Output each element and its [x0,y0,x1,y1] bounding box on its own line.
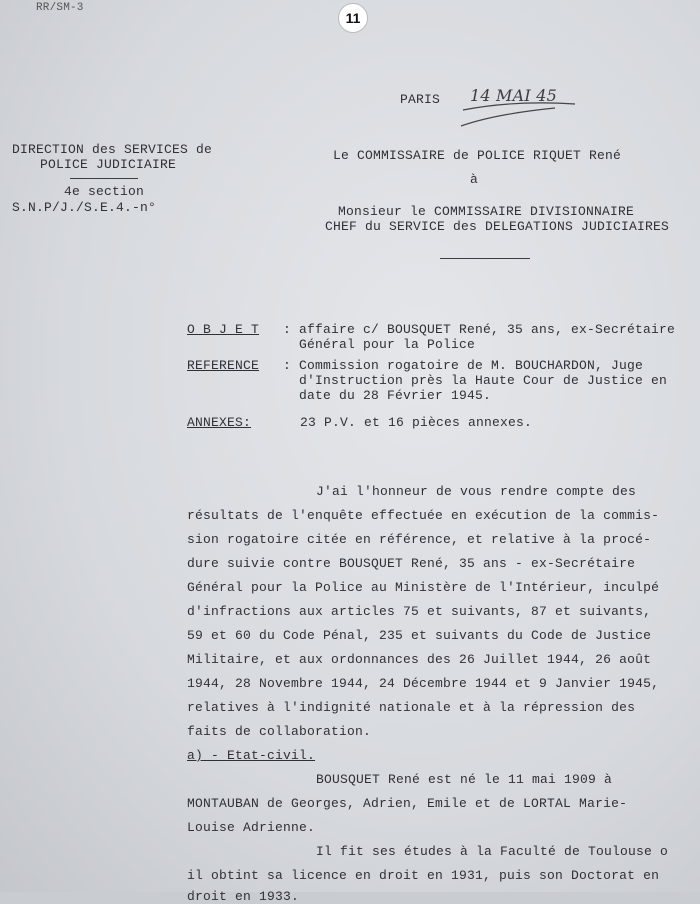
sender-divider [70,178,138,179]
body-line: faits de collaboration. [187,724,372,739]
reference-label: REFERENCE [187,358,260,373]
body-line: résultats de l'enquête effectuée en exécution de la commis- [187,508,660,523]
body-line: Général pour la Police au Ministère de l'Intérieur, inculpé [187,580,660,595]
civil-line: droit en 1933. [187,889,300,904]
from-line: Le COMMISSAIRE de POLICE RIQUET René [333,148,622,163]
body-line: 1944, 28 Novembre 1944, 24 Décembre 1944 et 9 Janvier 1945, [187,676,660,691]
to-word: à [470,172,479,187]
body-line: dure suivie contre BOUSQUET René, 35 ans - ex-Secrétaire [187,556,636,571]
recipient-divider [440,258,530,259]
body-line: relatives à l'indignité nationale et à la répression des [187,700,636,715]
sender-ref: S.N.P/J./S.E.4.-n° [12,200,157,215]
body-line: d'infractions aux articles 75 et suivants, 87 et suivants, [187,604,652,619]
sender-line-2: POLICE JUDICIAIRE [40,157,177,172]
civil-line: BOUSQUET René est né le 11 mai 1909 à [316,772,613,787]
dateline-date: 14 MAI 45 [470,86,557,105]
body-line: sion rogatoire citée en référence, et relative à la procé- [187,532,652,547]
body-line: J'ai l'honneur de vous rendre compte des [316,484,637,499]
civil-line: Il fit ses études à la Faculté de Toulouse o [316,844,669,859]
reference-line-3: date du 28 Février 1945. [299,388,492,403]
objet-line-2: Général pour la Police [299,337,476,352]
recipient-line-1: Monsieur le COMMISSAIRE DIVISIONNAIRE [338,204,635,219]
reference-line-2: d'Instruction près la Haute Cour de Justice en [299,373,668,388]
dateline-underline-strokes [455,96,585,132]
recipient-line-2: CHEF du SERVICE des DELEGATIONS JUDICIAIRES [325,219,670,234]
sender-section: 4e section [64,184,145,199]
body-line: 59 et 60 du Code Pénal, 235 et suivants du Code de Justice [187,628,652,643]
dateline-city: PARIS [400,92,441,107]
annexes-label: ANNEXES: [187,415,252,430]
reference-line-1: : Commission rogatoire de M. BOUCHARDON, Juge [283,358,644,373]
annexes-text: 23 P.V. et 16 pièces annexes. [300,415,533,430]
corner-reference: RR/SM-3 [36,2,84,14]
objet-line-1: : affaire c/ BOUSQUET René, 35 ans, ex-Secrétaire [283,322,676,337]
civil-line: il obtint sa licence en droit en 1931, puis son Doctorat en [187,868,660,883]
section-a-heading: a) - Etat-civil. [187,748,316,763]
objet-label: O B J E T [187,322,260,337]
civil-line: MONTAUBAN de Georges, Adrien, Emile et de LORTAL Marie- [187,796,628,811]
body-line: Militaire, et aux ordonnances des 26 Juillet 1944, 26 août [187,652,652,667]
page-number-stamp: 11 [338,3,368,33]
sender-line-1: DIRECTION des SERVICES de [12,142,213,157]
civil-line: Louise Adrienne. [187,820,316,835]
